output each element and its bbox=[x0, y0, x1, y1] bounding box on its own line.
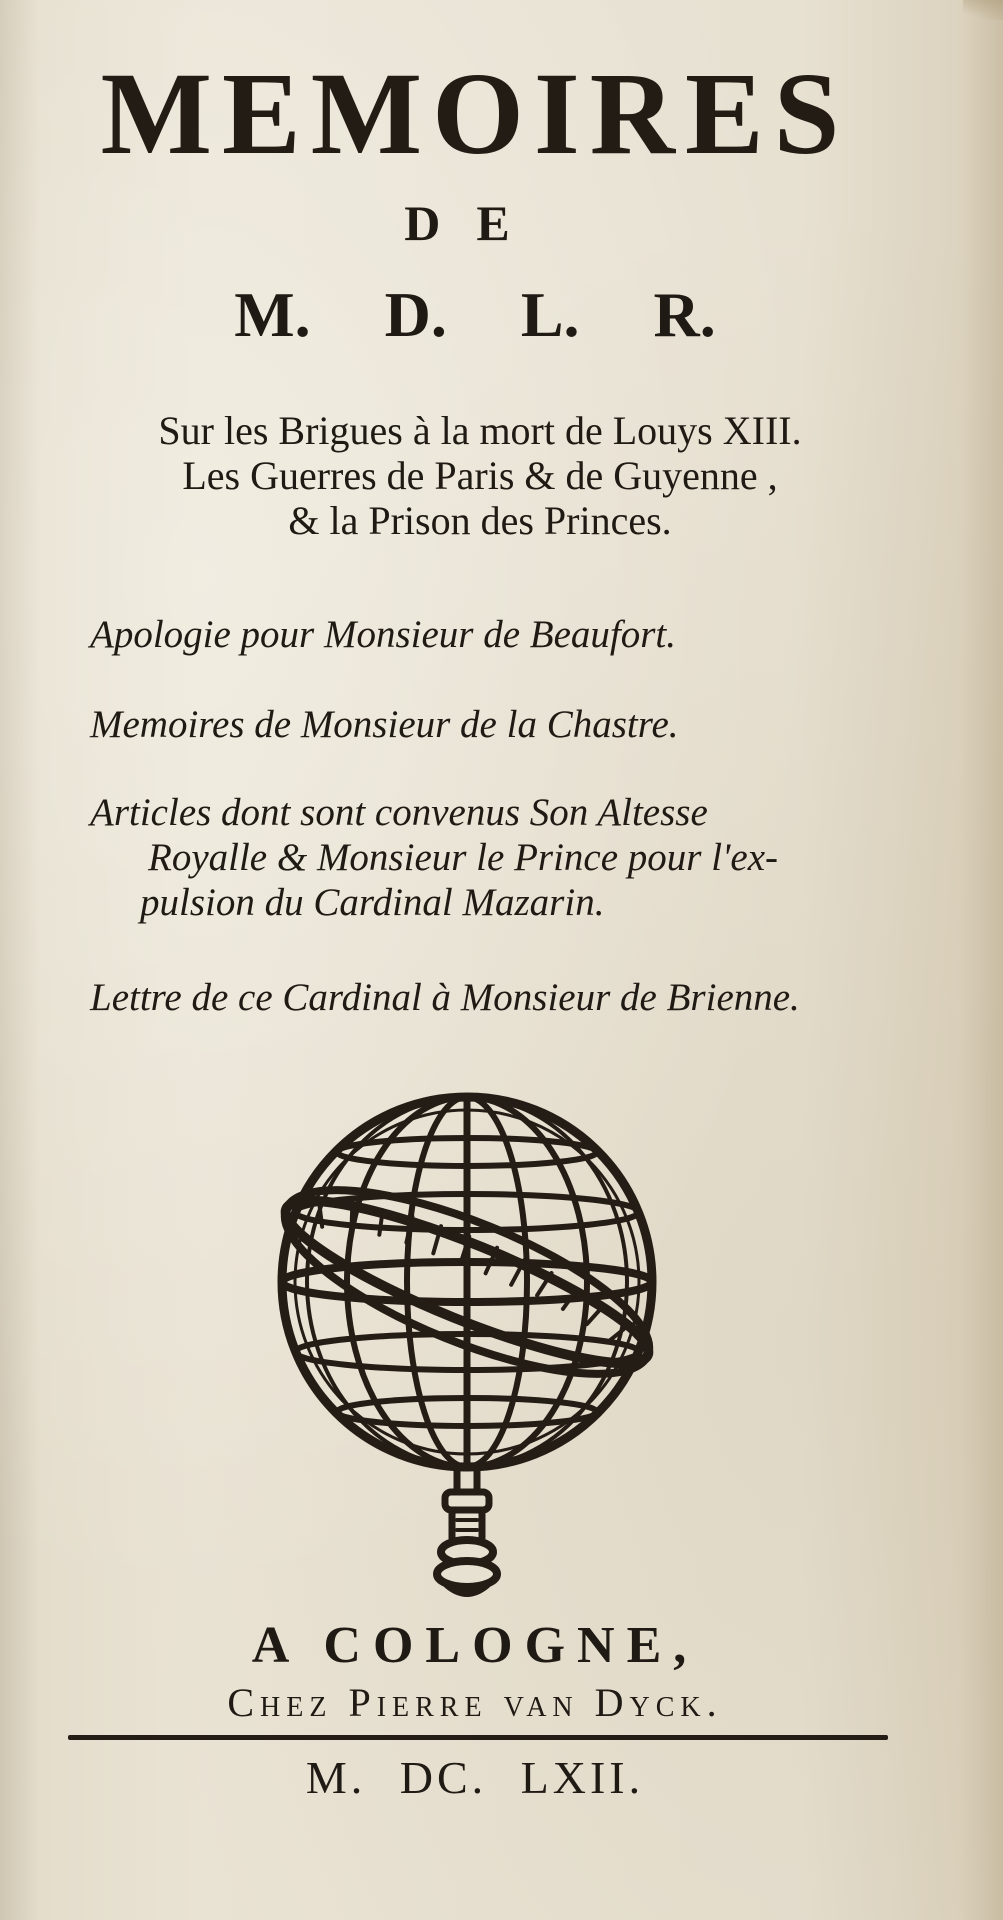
imprint-place: A COLOGNE, bbox=[251, 1617, 699, 1674]
subject-line: & la Prison des Princes. bbox=[288, 498, 672, 543]
subject-line: Les Guerres de Paris & de Guyenne , bbox=[182, 453, 778, 498]
articles-line: Articles dont sont convenus Son Altesse bbox=[90, 791, 708, 834]
imprint-date: M. DC. LXII. bbox=[305, 1752, 645, 1803]
imprint-printer: Chez Pierre van Dyck. bbox=[227, 1680, 723, 1725]
author-initials: M. D. L. R. bbox=[234, 279, 716, 350]
book-title: MEMOIRES bbox=[100, 48, 850, 179]
contents-apologie: Apologie pour Monsieur de Beaufort. bbox=[90, 613, 677, 656]
articles-line: pulsion du Cardinal Mazarin. bbox=[140, 881, 605, 924]
title-de: DE bbox=[404, 195, 546, 251]
articles-line: Royalle & Monsieur le Prince pour l'ex- bbox=[148, 836, 778, 879]
contents-memoires-chastre: Memoires de Monsieur de la Chastre. bbox=[90, 703, 679, 746]
contents-lettre: Lettre de ce Cardinal à Monsieur de Brienne. bbox=[90, 976, 800, 1019]
subject-block bbox=[30, 408, 930, 543]
divider-rule bbox=[68, 1735, 888, 1740]
armillary-sphere-icon bbox=[262, 1082, 682, 1602]
subject-line: Sur les Brigues à la mort de Louys XIII. bbox=[158, 408, 802, 453]
contents-articles bbox=[90, 790, 910, 925]
